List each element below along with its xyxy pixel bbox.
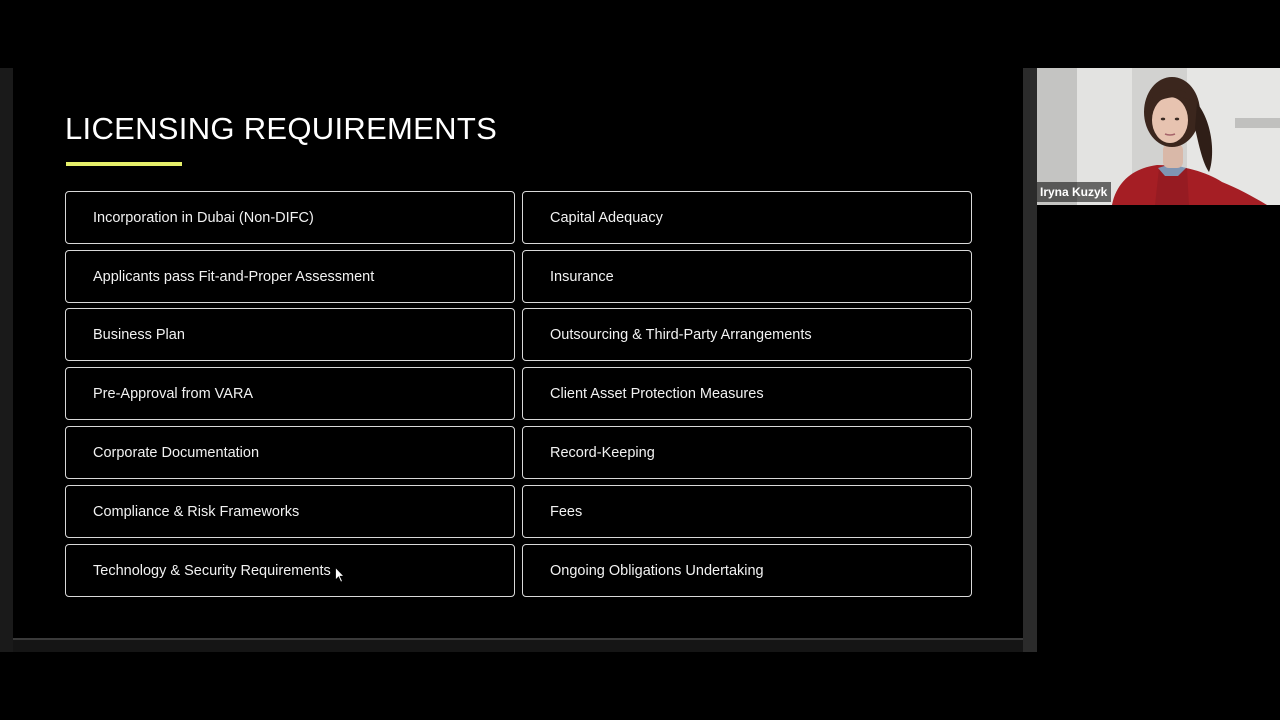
requirement-item: Technology & Security Requirements [65,544,515,597]
requirement-item: Business Plan [65,308,515,361]
share-right-edge [1023,68,1037,652]
mouse-cursor-icon [335,567,345,583]
top-bar [0,0,1280,68]
screen-share-frame [0,68,1037,652]
requirement-item: Record-Keeping [522,426,972,479]
requirement-item: Pre-Approval from VARA [65,367,515,420]
slide-title: LICENSING REQUIREMENTS [65,111,498,146]
title-underline [66,162,182,166]
requirement-item: Fees [522,485,972,538]
requirement-item: Incorporation in Dubai (Non-DIFC) [65,191,515,244]
participant-name-tag: Iryna Kuzyk [1037,182,1111,202]
side-panel [1037,205,1280,652]
requirement-item: Compliance & Risk Frameworks [65,485,515,538]
requirement-item: Capital Adequacy [522,191,972,244]
requirement-item: Insurance [522,250,972,303]
requirement-item: Applicants pass Fit-and-Proper Assessment [65,250,515,303]
requirement-item: Ongoing Obligations Undertaking [522,544,972,597]
presentation-slide [13,68,1023,638]
requirement-item: Corporate Documentation [65,426,515,479]
slide-bottom-strip [13,638,1023,652]
requirement-item: Outsourcing & Third-Party Arrangements [522,308,972,361]
requirement-item: Client Asset Protection Measures [522,367,972,420]
bottom-bar [0,652,1280,720]
share-left-edge [0,68,13,652]
